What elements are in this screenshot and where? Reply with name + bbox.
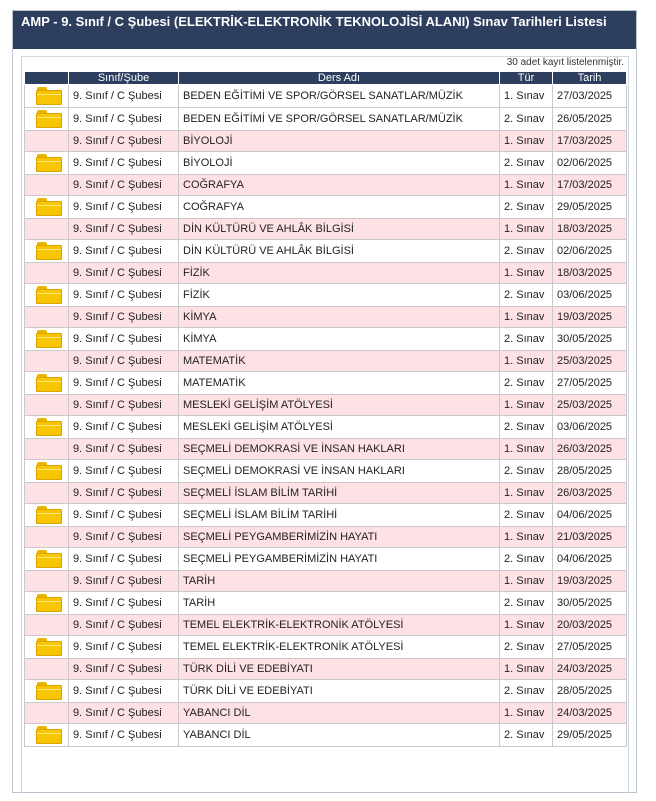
- tarih-cell: 03/06/2025: [553, 416, 627, 439]
- sube-cell: 9. Sınıf / C Şubesi: [69, 460, 179, 483]
- record-count: 30 adet kayıt listelenmiştir.: [506, 57, 624, 68]
- table-row: [25, 659, 627, 680]
- table-body: [25, 85, 627, 747]
- icon-cell: [25, 219, 69, 240]
- folder-icon[interactable]: [36, 550, 62, 568]
- tur-cell: 1. Sınav: [500, 703, 553, 724]
- sube-cell: 9. Sınıf / C Şubesi: [69, 724, 179, 747]
- tur-cell: 2. Sınav: [500, 328, 553, 351]
- tur-cell: 1. Sınav: [500, 571, 553, 592]
- sube-cell: 9. Sınıf / C Şubesi: [69, 196, 179, 219]
- tur-cell: 1. Sınav: [500, 263, 553, 284]
- tarih-cell: 19/03/2025: [553, 307, 627, 328]
- tur-cell: 1. Sınav: [500, 351, 553, 372]
- icon-cell[interactable]: [25, 548, 69, 571]
- header-icon-col: [25, 72, 69, 85]
- sube-cell: 9. Sınıf / C Şubesi: [69, 680, 179, 703]
- table-row: [25, 351, 627, 372]
- table-row: [25, 680, 627, 703]
- ders-cell: SEÇMELİ PEYGAMBERİMİZİN HAYATI: [179, 548, 500, 571]
- tur-cell: 1. Sınav: [500, 483, 553, 504]
- ders-cell: MESLEKİ GELİŞİM ATÖLYESİ: [179, 416, 500, 439]
- header-ders: Ders Adı: [179, 72, 500, 85]
- list-container: [21, 56, 629, 793]
- table-row: [25, 395, 627, 416]
- ders-cell: MESLEKİ GELİŞİM ATÖLYESİ: [179, 395, 500, 416]
- tarih-cell: 17/03/2025: [553, 131, 627, 152]
- tur-cell: 1. Sınav: [500, 439, 553, 460]
- folder-icon[interactable]: [36, 330, 62, 348]
- table-row: [25, 307, 627, 328]
- tarih-cell: 30/05/2025: [553, 592, 627, 615]
- tarih-cell: 24/03/2025: [553, 703, 627, 724]
- tur-cell: 2. Sınav: [500, 240, 553, 263]
- sube-cell: 9. Sınıf / C Şubesi: [69, 527, 179, 548]
- sube-cell: 9. Sınıf / C Şubesi: [69, 483, 179, 504]
- table-row: [25, 439, 627, 460]
- sube-cell: 9. Sınıf / C Şubesi: [69, 240, 179, 263]
- tarih-cell: 25/03/2025: [553, 351, 627, 372]
- sube-cell: 9. Sınıf / C Şubesi: [69, 703, 179, 724]
- sube-cell: 9. Sınıf / C Şubesi: [69, 636, 179, 659]
- icon-cell[interactable]: [25, 724, 69, 747]
- sube-cell: 9. Sınıf / C Şubesi: [69, 152, 179, 175]
- table-row: [25, 219, 627, 240]
- icon-cell[interactable]: [25, 240, 69, 263]
- ders-cell: TEMEL ELEKTRİK-ELEKTRONİK ATÖLYESİ: [179, 615, 500, 636]
- table-row: [25, 527, 627, 548]
- table-row: [25, 196, 627, 219]
- sube-cell: 9. Sınıf / C Şubesi: [69, 108, 179, 131]
- icon-cell[interactable]: [25, 680, 69, 703]
- table-row: [25, 284, 627, 307]
- ders-cell: YABANCI DİL: [179, 724, 500, 747]
- header-tarih: Tarih: [553, 72, 627, 85]
- tarih-cell: 17/03/2025: [553, 175, 627, 196]
- ders-cell: KİMYA: [179, 307, 500, 328]
- ders-cell: DİN KÜLTÜRÜ VE AHLÂK BİLGİSİ: [179, 240, 500, 263]
- sube-cell: 9. Sınıf / C Şubesi: [69, 263, 179, 284]
- tur-cell: 2. Sınav: [500, 416, 553, 439]
- table-row: [25, 152, 627, 175]
- tarih-cell: 29/05/2025: [553, 196, 627, 219]
- folder-icon[interactable]: [36, 87, 62, 105]
- icon-cell: [25, 615, 69, 636]
- ders-cell: COĞRAFYA: [179, 175, 500, 196]
- table-row: [25, 724, 627, 747]
- folder-icon[interactable]: [36, 198, 62, 216]
- tur-cell: 2. Sınav: [500, 284, 553, 307]
- tarih-cell: 18/03/2025: [553, 219, 627, 240]
- icon-cell: [25, 659, 69, 680]
- icon-cell[interactable]: [25, 636, 69, 659]
- tarih-cell: 19/03/2025: [553, 571, 627, 592]
- ders-cell: FİZİK: [179, 284, 500, 307]
- tur-cell: 2. Sınav: [500, 680, 553, 703]
- icon-cell: [25, 307, 69, 328]
- sube-cell: 9. Sınıf / C Şubesi: [69, 372, 179, 395]
- tur-cell: 1. Sınav: [500, 219, 553, 240]
- tarih-cell: 27/03/2025: [553, 85, 627, 108]
- sube-cell: 9. Sınıf / C Şubesi: [69, 175, 179, 196]
- icon-cell: [25, 527, 69, 548]
- table-row: [25, 328, 627, 351]
- tur-cell: 1. Sınav: [500, 659, 553, 680]
- tarih-cell: 26/03/2025: [553, 439, 627, 460]
- table-row: [25, 175, 627, 196]
- sube-cell: 9. Sınıf / C Şubesi: [69, 659, 179, 680]
- icon-cell: [25, 483, 69, 504]
- ders-cell: COĞRAFYA: [179, 196, 500, 219]
- table-row: [25, 483, 627, 504]
- folder-icon[interactable]: [36, 418, 62, 436]
- tur-cell: 1. Sınav: [500, 615, 553, 636]
- tur-cell: 2. Sınav: [500, 636, 553, 659]
- table-row: [25, 85, 627, 108]
- tur-cell: 2. Sınav: [500, 108, 553, 131]
- tarih-cell: 27/05/2025: [553, 372, 627, 395]
- icon-cell: [25, 175, 69, 196]
- page-title: AMP - 9. Sınıf / C Şubesi (ELEKTRİK-ELEKTRONİK TEKNOLOJİSİ ALANI) Sınav Tarihleri Listesi: [13, 11, 636, 49]
- ders-cell: TÜRK DİLİ VE EDEBİYATI: [179, 680, 500, 703]
- icon-cell: [25, 263, 69, 284]
- icon-cell[interactable]: [25, 504, 69, 527]
- tarih-cell: 27/05/2025: [553, 636, 627, 659]
- ders-cell: FİZİK: [179, 263, 500, 284]
- icon-cell[interactable]: [25, 284, 69, 307]
- ders-cell: MATEMATİK: [179, 351, 500, 372]
- ders-cell: SEÇMELİ DEMOKRASİ VE İNSAN HAKLARI: [179, 439, 500, 460]
- tarih-cell: 20/03/2025: [553, 615, 627, 636]
- exam-schedule-panel: [12, 10, 637, 793]
- tur-cell: 2. Sınav: [500, 548, 553, 571]
- sube-cell: 9. Sınıf / C Şubesi: [69, 395, 179, 416]
- tarih-cell: 25/03/2025: [553, 395, 627, 416]
- icon-cell[interactable]: [25, 416, 69, 439]
- sube-cell: 9. Sınıf / C Şubesi: [69, 592, 179, 615]
- icon-cell[interactable]: [25, 592, 69, 615]
- table-row: [25, 571, 627, 592]
- tarih-cell: 04/06/2025: [553, 504, 627, 527]
- icon-cell[interactable]: [25, 328, 69, 351]
- folder-icon[interactable]: [36, 682, 62, 700]
- header-tur: Tür: [500, 72, 553, 85]
- ders-cell: BİYOLOJİ: [179, 152, 500, 175]
- tarih-cell: 26/03/2025: [553, 483, 627, 504]
- folder-icon[interactable]: [36, 638, 62, 656]
- tur-cell: 2. Sınav: [500, 372, 553, 395]
- ders-cell: BEDEN EĞİTİMİ VE SPOR/GÖRSEL SANATLAR/MÜZİK: [179, 85, 500, 108]
- folder-icon[interactable]: [36, 462, 62, 480]
- ders-cell: SEÇMELİ İSLAM BİLİM TARİHİ: [179, 504, 500, 527]
- table-row: [25, 131, 627, 152]
- tarih-cell: 04/06/2025: [553, 548, 627, 571]
- folder-icon[interactable]: [36, 594, 62, 612]
- sube-cell: 9. Sınıf / C Şubesi: [69, 615, 179, 636]
- sube-cell: 9. Sınıf / C Şubesi: [69, 328, 179, 351]
- table-row: [25, 548, 627, 571]
- tarih-cell: 21/03/2025: [553, 527, 627, 548]
- sube-cell: 9. Sınıf / C Şubesi: [69, 307, 179, 328]
- icon-cell: [25, 571, 69, 592]
- ders-cell: MATEMATİK: [179, 372, 500, 395]
- tur-cell: 2. Sınav: [500, 504, 553, 527]
- ders-cell: SEÇMELİ PEYGAMBERİMİZİN HAYATI: [179, 527, 500, 548]
- tur-cell: 1. Sınav: [500, 395, 553, 416]
- tur-cell: 2. Sınav: [500, 724, 553, 747]
- header-sube: Sınıf/Şube: [69, 72, 179, 85]
- tarih-cell: 28/05/2025: [553, 460, 627, 483]
- folder-icon[interactable]: [36, 286, 62, 304]
- tur-cell: 2. Sınav: [500, 196, 553, 219]
- folder-icon[interactable]: [36, 506, 62, 524]
- folder-icon[interactable]: [36, 110, 62, 128]
- ders-cell: TÜRK DİLİ VE EDEBİYATI: [179, 659, 500, 680]
- ders-cell: BEDEN EĞİTİMİ VE SPOR/GÖRSEL SANATLAR/MÜZİK: [179, 108, 500, 131]
- table-row: [25, 703, 627, 724]
- folder-icon[interactable]: [36, 154, 62, 172]
- sube-cell: 9. Sınıf / C Şubesi: [69, 351, 179, 372]
- ders-cell: TARİH: [179, 571, 500, 592]
- tarih-cell: 18/03/2025: [553, 263, 627, 284]
- icon-cell: [25, 131, 69, 152]
- icon-cell: [25, 351, 69, 372]
- folder-icon[interactable]: [36, 242, 62, 260]
- ders-cell: SEÇMELİ İSLAM BİLİM TARİHİ: [179, 483, 500, 504]
- tarih-cell: 30/05/2025: [553, 328, 627, 351]
- tarih-cell: 03/06/2025: [553, 284, 627, 307]
- table-row: [25, 615, 627, 636]
- table-row: [25, 263, 627, 284]
- sube-cell: 9. Sınıf / C Şubesi: [69, 548, 179, 571]
- tarih-cell: 28/05/2025: [553, 680, 627, 703]
- sube-cell: 9. Sınıf / C Şubesi: [69, 131, 179, 152]
- tarih-cell: 24/03/2025: [553, 659, 627, 680]
- folder-icon[interactable]: [36, 726, 62, 744]
- tur-cell: 2. Sınav: [500, 152, 553, 175]
- ders-cell: TEMEL ELEKTRİK-ELEKTRONİK ATÖLYESİ: [179, 636, 500, 659]
- icon-cell[interactable]: [25, 152, 69, 175]
- table-row: [25, 240, 627, 263]
- ders-cell: BİYOLOJİ: [179, 131, 500, 152]
- icon-cell: [25, 439, 69, 460]
- icon-cell[interactable]: [25, 108, 69, 131]
- table-row: [25, 592, 627, 615]
- icon-cell: [25, 703, 69, 724]
- ders-cell: KİMYA: [179, 328, 500, 351]
- tarih-cell: 02/06/2025: [553, 240, 627, 263]
- folder-icon[interactable]: [36, 374, 62, 392]
- table-row: [25, 460, 627, 483]
- table-row: [25, 372, 627, 395]
- sube-cell: 9. Sınıf / C Şubesi: [69, 504, 179, 527]
- tarih-cell: 26/05/2025: [553, 108, 627, 131]
- tur-cell: 1. Sınav: [500, 175, 553, 196]
- table-row: [25, 504, 627, 527]
- icon-cell[interactable]: [25, 372, 69, 395]
- tur-cell: 1. Sınav: [500, 307, 553, 328]
- table-row: [25, 416, 627, 439]
- sube-cell: 9. Sınıf / C Şubesi: [69, 571, 179, 592]
- table-header-row: [25, 72, 627, 85]
- sube-cell: 9. Sınıf / C Şubesi: [69, 219, 179, 240]
- sube-cell: 9. Sınıf / C Şubesi: [69, 284, 179, 307]
- table-row: [25, 108, 627, 131]
- sube-cell: 9. Sınıf / C Şubesi: [69, 85, 179, 108]
- table-row: [25, 636, 627, 659]
- ders-cell: YABANCI DİL: [179, 703, 500, 724]
- icon-cell: [25, 395, 69, 416]
- tur-cell: 1. Sınav: [500, 527, 553, 548]
- tarih-cell: 29/05/2025: [553, 724, 627, 747]
- exam-table: [24, 71, 627, 747]
- tur-cell: 1. Sınav: [500, 85, 553, 108]
- tur-cell: 1. Sınav: [500, 131, 553, 152]
- ders-cell: TARİH: [179, 592, 500, 615]
- ders-cell: DİN KÜLTÜRÜ VE AHLÂK BİLGİSİ: [179, 219, 500, 240]
- icon-cell[interactable]: [25, 460, 69, 483]
- tur-cell: 2. Sınav: [500, 592, 553, 615]
- sube-cell: 9. Sınıf / C Şubesi: [69, 416, 179, 439]
- sube-cell: 9. Sınıf / C Şubesi: [69, 439, 179, 460]
- tur-cell: 2. Sınav: [500, 460, 553, 483]
- ders-cell: SEÇMELİ DEMOKRASİ VE İNSAN HAKLARI: [179, 460, 500, 483]
- tarih-cell: 02/06/2025: [553, 152, 627, 175]
- icon-cell[interactable]: [25, 196, 69, 219]
- icon-cell[interactable]: [25, 85, 69, 108]
